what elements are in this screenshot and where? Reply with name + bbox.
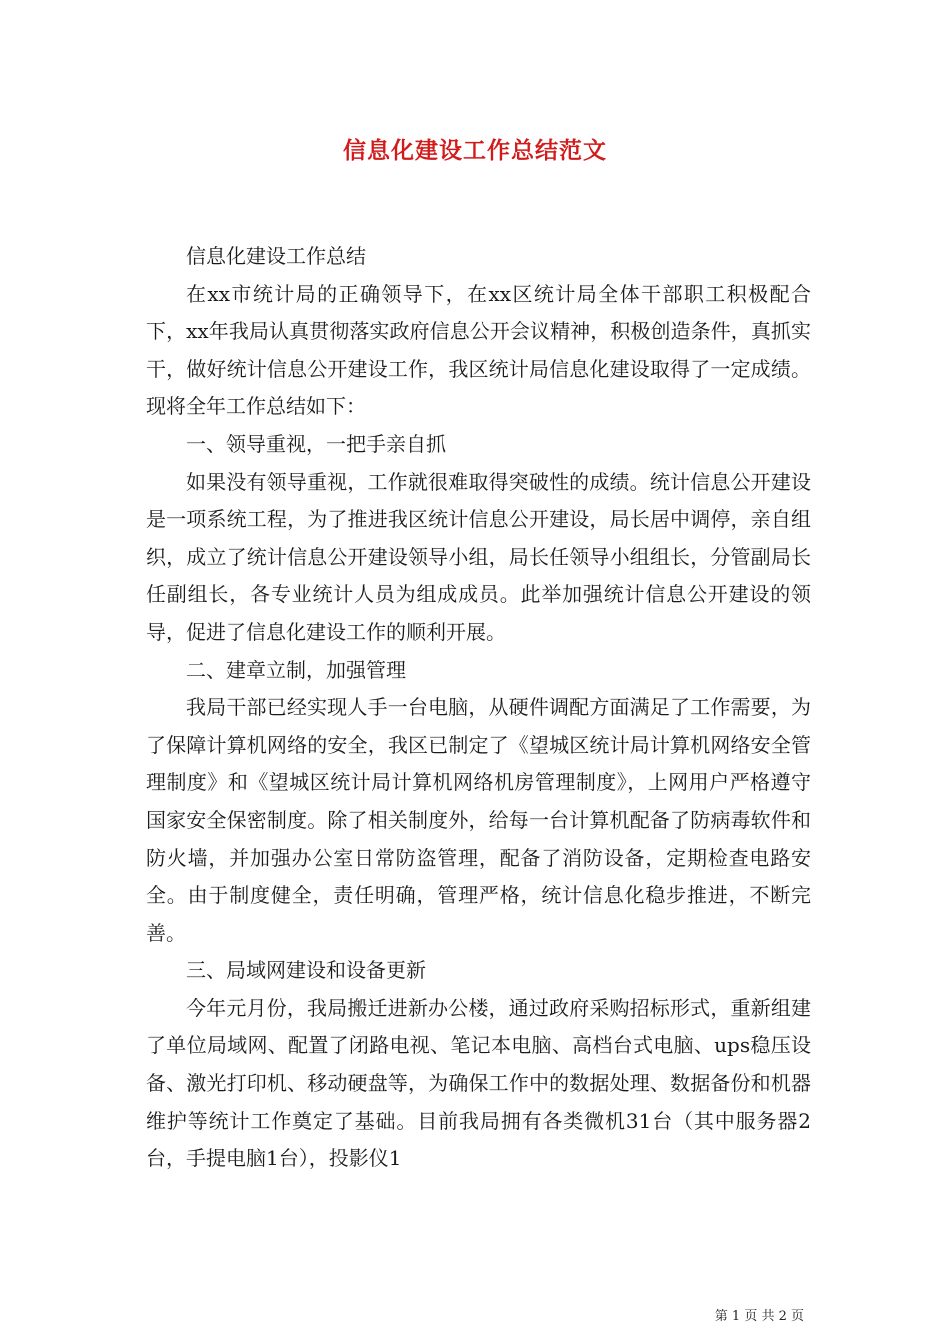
document-title: 信息化建设工作总结范文 (343, 137, 607, 164)
document-body (146, 238, 811, 1178)
page-number: 第 1 页 共 2 页 (714, 1309, 804, 1324)
section-heading-3: 三、局域网建设和设备更新 (186, 958, 426, 983)
section-title: 信息化建设工作总结 (186, 244, 366, 268)
section-2-paragraph: 我局干部已经实现人手一台电脑，从硬件调配方面满足了工作需要，为了保障计算机网络的安全，我区已制定了《望城区统计局计算机网络安全管理制度》和《望城区统计局计算机网络机房管理制度》，上网用户严格遵守国家安全保密制度。除了相关制度外，给每一台计算机配备了防病毒软件和防火墙，并加强办公室日常防盗管理，配备了消防设备，定期检查电路安全。由于制度健全，责任明确，管理严格，统计信息化稳步推进，不断完善。 (146, 695, 811, 945)
section-1-paragraph: 如果没有领导重视，工作就很难取得突破性的成绩。统计信息公开建设是一项系统工程，为了推进我区统计信息公开建设，局长居中调停，亲自组织，成立了统计信息公开建设领导小组，局长任领导小组组长，分管副局长任副组长，各专业统计人员为组成成员。此举加强统计信息公开建设的领导，促进了信息化建设工作的顺利开展。 (146, 469, 811, 644)
section-3-paragraph: 今年元月份，我局搬迁进新办公楼，通过政府采购招标形式，重新组建了单位局域网、配置了闭路电视、笔记本电脑、高档台式电脑、ups稳压设备、激光打印机、移动硬盘等，为确保工作中的数据处理、数据备份和机器维护等统计工作奠定了基础。目前我局拥有各类微机31台（其中服务器2台，手提电脑1台），投影仪1 (146, 995, 811, 1171)
intro-paragraph: 在xx市统计局的正确领导下，在xx区统计局全体干部职工积极配合下，xx年我局认真贯彻落实政府信息公开会议精神，积极创造条件，真抓实干，做好统计信息公开建设工作，我区统计局信息化建设取得了一定成绩。现将全年工作总结如下： (146, 281, 811, 419)
section-heading-2: 二、建章立制，加强管理 (186, 657, 406, 682)
section-heading-1: 一、领导重视，一把手亲自抓 (186, 431, 446, 456)
